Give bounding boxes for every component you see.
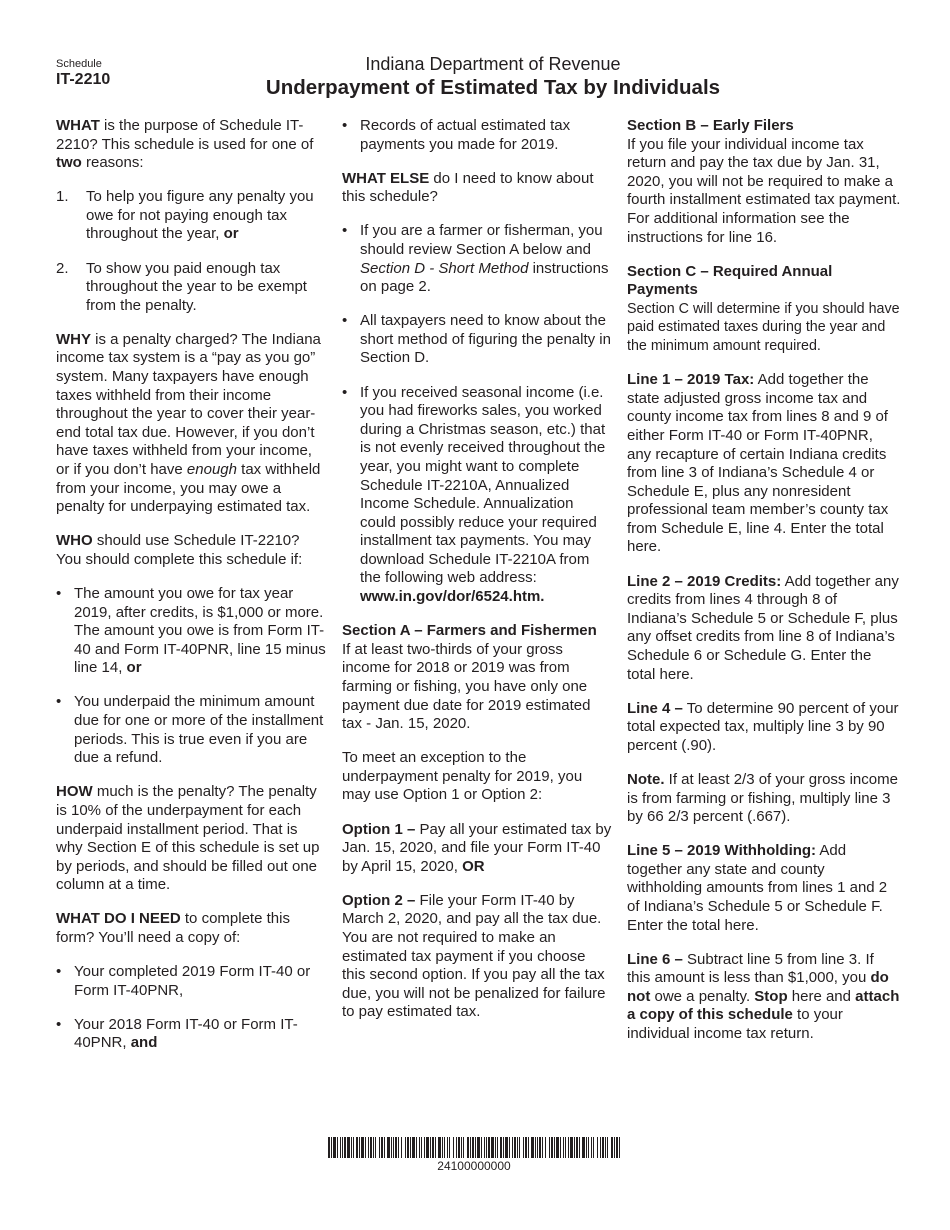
barcode-bar bbox=[438, 1137, 441, 1158]
line-4-instructions: Line 4 – To determine 90 percent of your total expected tax, multiply line 3 by 90 percent (.90). bbox=[627, 699, 899, 754]
barcode-bar bbox=[484, 1137, 485, 1158]
barcode-bar bbox=[497, 1137, 498, 1158]
barcode-bar bbox=[405, 1137, 406, 1158]
section-b-heading: Section B – Early Filers bbox=[627, 117, 794, 134]
barcode-bar bbox=[481, 1137, 482, 1158]
barcode-bar bbox=[467, 1137, 469, 1158]
barcode-bar bbox=[359, 1137, 360, 1158]
section-c-heading: Section C – Required Annual Payments bbox=[627, 262, 833, 299]
barcode bbox=[328, 1137, 620, 1158]
barcode-bar bbox=[421, 1137, 422, 1158]
option-1: Option 1 – Pay all your estimated tax by Jan. 15, 2020, and file your Form IT-40 by April 15, 2020, OR bbox=[342, 820, 612, 875]
barcode-bar bbox=[588, 1137, 589, 1158]
why-paragraph: WHY is a penalty charged? The Indiana income tax system is a “pay as you go” system. Many taxpayers have enough taxes withheld from their income throughout the year to cover their year-end total tax due. However, if you don’t have taxes withheld from your income, or if you don’t have enough tax withheld from your income, you may owe a penalty for underpaying estimated tax. bbox=[56, 330, 321, 516]
who-bullet-2: • You underpaid the minimum amount due for one or more of the installment periods. This is true even if you are due a refund. bbox=[56, 693, 326, 767]
barcode-bar bbox=[353, 1137, 354, 1158]
section-c: Section C – Required Annual Payments Section C will determine if you should have paid estimated taxes during the year and the minimum amount required. bbox=[627, 262, 900, 355]
barcode-bar bbox=[449, 1137, 450, 1158]
note-paragraph: Note. If at least 2/3 of your gross income is from farming or fishing, multiply line 3 by 66 2/3 percent (.667). bbox=[627, 770, 898, 826]
barcode-bar bbox=[535, 1137, 536, 1158]
barcode-bar bbox=[331, 1137, 332, 1158]
barcode-bar bbox=[426, 1137, 429, 1158]
reason-1-text: To help you figure any penalty you owe for not paying enough tax throughout the year, or bbox=[86, 188, 314, 243]
barcode-bar bbox=[379, 1137, 380, 1158]
who-paragraph: WHO should use Schedule IT-2210? You should complete this schedule if: bbox=[56, 532, 303, 568]
barcode-bar bbox=[495, 1137, 496, 1158]
barcode-bar bbox=[456, 1137, 457, 1158]
barcode-bar bbox=[328, 1137, 330, 1158]
barcode-bar bbox=[370, 1137, 372, 1158]
barcode-bar bbox=[491, 1137, 494, 1158]
barcode-bar bbox=[509, 1137, 510, 1158]
barcode-bar bbox=[344, 1137, 346, 1158]
barcode-bar bbox=[375, 1137, 376, 1158]
barcode-bar bbox=[461, 1137, 462, 1158]
exception-paragraph: To meet an exception to the underpayment penalty for 2019, you may use Option 1 or Option 2: bbox=[342, 749, 583, 804]
barcode-bar bbox=[337, 1137, 338, 1158]
barcode-bar bbox=[593, 1137, 594, 1158]
barcode-bar bbox=[517, 1137, 518, 1158]
barcode-bar bbox=[503, 1137, 504, 1158]
section-a-heading: Section A – Farmers and Fishermen bbox=[342, 622, 597, 640]
download-url: www.in.gov/dor/6524.htm. bbox=[360, 588, 545, 606]
barcode-bar bbox=[512, 1137, 513, 1158]
barcode-bar bbox=[486, 1137, 487, 1158]
barcode-bar bbox=[616, 1137, 618, 1158]
department-name: Indiana Department of Revenue bbox=[365, 54, 621, 74]
barcode-bar bbox=[475, 1137, 476, 1158]
barcode-bar bbox=[391, 1137, 392, 1158]
barcode-bar bbox=[545, 1137, 546, 1158]
schedule-id: IT-2210 bbox=[56, 71, 111, 88]
reason-2-text: To show you paid enough tax throughout the year to be exempt from the penalty. bbox=[86, 259, 307, 314]
barcode-bar bbox=[619, 1137, 620, 1158]
barcode-bar bbox=[574, 1137, 575, 1158]
barcode-bar bbox=[586, 1137, 587, 1158]
schedule-label: Schedule bbox=[56, 58, 102, 70]
barcode-bar bbox=[368, 1137, 369, 1158]
barcode-bar bbox=[398, 1137, 399, 1158]
option-2: Option 2 – File your Form IT-40 by March 2, 2020, and pay all the tax due. You are not required to make an estimated tax payment if you choose this second option. If you pay all the tax due, you will not be penalized for failure to pay estimated tax. bbox=[342, 891, 606, 1021]
barcode-bar bbox=[600, 1137, 601, 1158]
barcode-bar bbox=[453, 1137, 454, 1158]
barcode-bar bbox=[340, 1137, 341, 1158]
section-a: Section A – Farmers and Fishermen If at least two-thirds of your gross income for 2018 or 2019 was from farming or fishing, you have only one payment due date for 2019 estimated tax - Jan. 15, 2020. bbox=[342, 622, 612, 734]
line-5-instructions: Line 5 – 2019 Withholding: Add together any state and county withholding amounts from lines 1 and 2 of Indiana’s Schedule 5 or Schedule F. Enter the total here. bbox=[627, 842, 888, 934]
barcode-bar bbox=[342, 1137, 343, 1158]
barcode-bar bbox=[419, 1137, 420, 1158]
barcode-bar bbox=[333, 1137, 336, 1158]
barcode-bar bbox=[500, 1137, 502, 1158]
barcode-bar bbox=[435, 1137, 436, 1158]
barcode-bar bbox=[549, 1137, 550, 1158]
barcode-bar bbox=[356, 1137, 358, 1158]
barcode-bar bbox=[607, 1137, 608, 1158]
barcode-bar bbox=[525, 1137, 527, 1158]
barcode-bar bbox=[412, 1137, 415, 1158]
barcode-bar bbox=[528, 1137, 529, 1158]
barcode-number: 24100000000 bbox=[437, 1159, 511, 1173]
barcode-bar bbox=[505, 1137, 508, 1158]
barcode-bar bbox=[570, 1137, 573, 1158]
what-paragraph: WHAT is the purpose of Schedule IT-2210? This schedule is used for one of two reasons: bbox=[56, 117, 314, 172]
barcode-bar bbox=[463, 1137, 464, 1158]
barcode-bar bbox=[579, 1137, 580, 1158]
barcode-bar bbox=[576, 1137, 578, 1158]
barcode-bar bbox=[519, 1137, 520, 1158]
barcode-bar bbox=[514, 1137, 516, 1158]
barcode-bar bbox=[447, 1137, 448, 1158]
barcode-bar bbox=[381, 1137, 383, 1158]
barcode-bar bbox=[393, 1137, 394, 1158]
barcode-bar bbox=[542, 1137, 543, 1158]
column-3 bbox=[627, 117, 901, 1059]
else-bullet-1: • If you are a farmer or fisherman, you should review Section A below and Section D - Short Method instructions on page 2. bbox=[342, 222, 612, 296]
barcode-bar bbox=[597, 1137, 598, 1158]
barcode-bar bbox=[470, 1137, 471, 1158]
barcode-bar bbox=[416, 1137, 417, 1158]
barcode-bar bbox=[582, 1137, 585, 1158]
barcode-bar bbox=[444, 1137, 445, 1158]
need-bullet-3: • Records of actual estimated tax payments you made for 2019. bbox=[342, 117, 612, 154]
barcode-bar bbox=[523, 1137, 524, 1158]
column-1 bbox=[56, 117, 326, 1068]
barcode-bar bbox=[565, 1137, 566, 1158]
barcode-bar bbox=[488, 1137, 490, 1158]
barcode-bar bbox=[430, 1137, 431, 1158]
barcode-bar bbox=[395, 1137, 397, 1158]
what-else-paragraph: WHAT ELSE do I need to know about this schedule? bbox=[342, 169, 594, 206]
need-paragraph: WHAT DO I NEED to complete this form? You’ll need a copy of: bbox=[56, 910, 290, 946]
barcode-bar bbox=[442, 1137, 443, 1158]
line-1-instructions: Line 1 – 2019 Tax: Add together the state adjusted gross income tax and county income tax from lines 8 and 9 of either Form IT-40 or Form IT-40PNR, any recapture of certain Indiana credits from line 3 of Indiana’s Schedule 4 or Schedule E, plus any nonresident professional team member’s county tax from Schedule E, line 4. Enter the total here. bbox=[627, 371, 889, 556]
barcode-bar bbox=[554, 1137, 555, 1158]
barcode-bar bbox=[602, 1137, 604, 1158]
barcode-bar bbox=[539, 1137, 541, 1158]
line-2-instructions: Line 2 – 2019 Credits: Add together any credits from lines 4 through 8 of Indiana’s Schedule 5 or Schedule F, plus any offset credits from line 8 of Indiana’s Schedule 6 or Schedule G. Enter the total here. bbox=[627, 572, 899, 683]
else-bullet-3: • If you received seasonal income (i.e. you had fireworks sales, you worked during a Christmas season, etc.) that is not evenly received throughout the year, you might want to complete Schedule IT-2210A, Annualized Income Schedule. Annualization could possibly reduce your required installment tax payments. You may download Schedule IT-2210A from the following web address: www.in.gov/dor/6524.htm. bbox=[342, 384, 612, 607]
barcode-bar bbox=[537, 1137, 538, 1158]
else-bullet-2: • All taxpayers need to know about the short method of figuring the penalty in Section D. bbox=[342, 312, 612, 368]
column-2 bbox=[342, 117, 612, 1037]
barcode-bar bbox=[477, 1137, 480, 1158]
barcode-bar bbox=[458, 1137, 460, 1158]
barcode-bar bbox=[384, 1137, 385, 1158]
barcode-bar bbox=[365, 1137, 366, 1158]
barcode-bar bbox=[611, 1137, 613, 1158]
page-title: Underpayment of Estimated Tax by Individuals bbox=[265, 76, 721, 99]
barcode-bar bbox=[614, 1137, 615, 1158]
barcode-bar bbox=[560, 1137, 561, 1158]
barcode-bar bbox=[373, 1137, 374, 1158]
barcode-bar bbox=[347, 1137, 350, 1158]
barcode-bar bbox=[591, 1137, 592, 1158]
barcode-bar bbox=[351, 1137, 352, 1158]
barcode-bar bbox=[424, 1137, 425, 1158]
barcode-bar bbox=[407, 1137, 409, 1158]
how-paragraph: HOW much is the penalty? The penalty is 10% of the underpayment for each underpaid installment period. That is why Section E of this schedule is set up by periods, and should be filled out one column at a time. bbox=[56, 783, 320, 894]
section-b: Section B – Early Filers If you file your individual income tax return and pay the tax due by Jan. 31, 2020, you will not be required to make a fourth installment estimated tax payment. For additional information see the instructions for line 16. bbox=[627, 117, 901, 246]
barcode-bar bbox=[551, 1137, 553, 1158]
barcode-bar bbox=[568, 1137, 569, 1158]
barcode-bar bbox=[401, 1137, 402, 1158]
need-bullet-2: • Your 2018 Form IT-40 or Form IT-40PNR, and bbox=[56, 1016, 326, 1053]
barcode-bar bbox=[472, 1137, 474, 1158]
barcode-bar bbox=[605, 1137, 606, 1158]
barcode-bar bbox=[387, 1137, 390, 1158]
line-6-instructions: Line 6 – Subtract line 5 from line 3. If this amount is less than $1,000, you do not owe a penalty. Stop here and attach a copy of this schedule to your individual income tax return. bbox=[627, 950, 900, 1043]
who-bullet-1: • The amount you owe for tax year 2019, after credits, is $1,000 or more. The amount you owe is from Form IT-40 and Form IT-40PNR, line 15 minus line 14, or bbox=[56, 585, 326, 678]
barcode-bar bbox=[563, 1137, 564, 1158]
barcode-bar bbox=[432, 1137, 434, 1158]
barcode-bar bbox=[410, 1137, 411, 1158]
reason-2: 2. To show you paid enough tax throughout the year to be exempt from the penalty. bbox=[56, 260, 326, 316]
barcode-bar bbox=[556, 1137, 559, 1158]
reason-1: 1. To help you figure any penalty you owe for not paying enough tax throughout the year, or bbox=[56, 188, 326, 244]
barcode-bar bbox=[361, 1137, 364, 1158]
need-bullet-1: • Your completed 2019 Form IT-40 or Form IT-40PNR, bbox=[56, 963, 326, 1000]
barcode-bar bbox=[531, 1137, 534, 1158]
